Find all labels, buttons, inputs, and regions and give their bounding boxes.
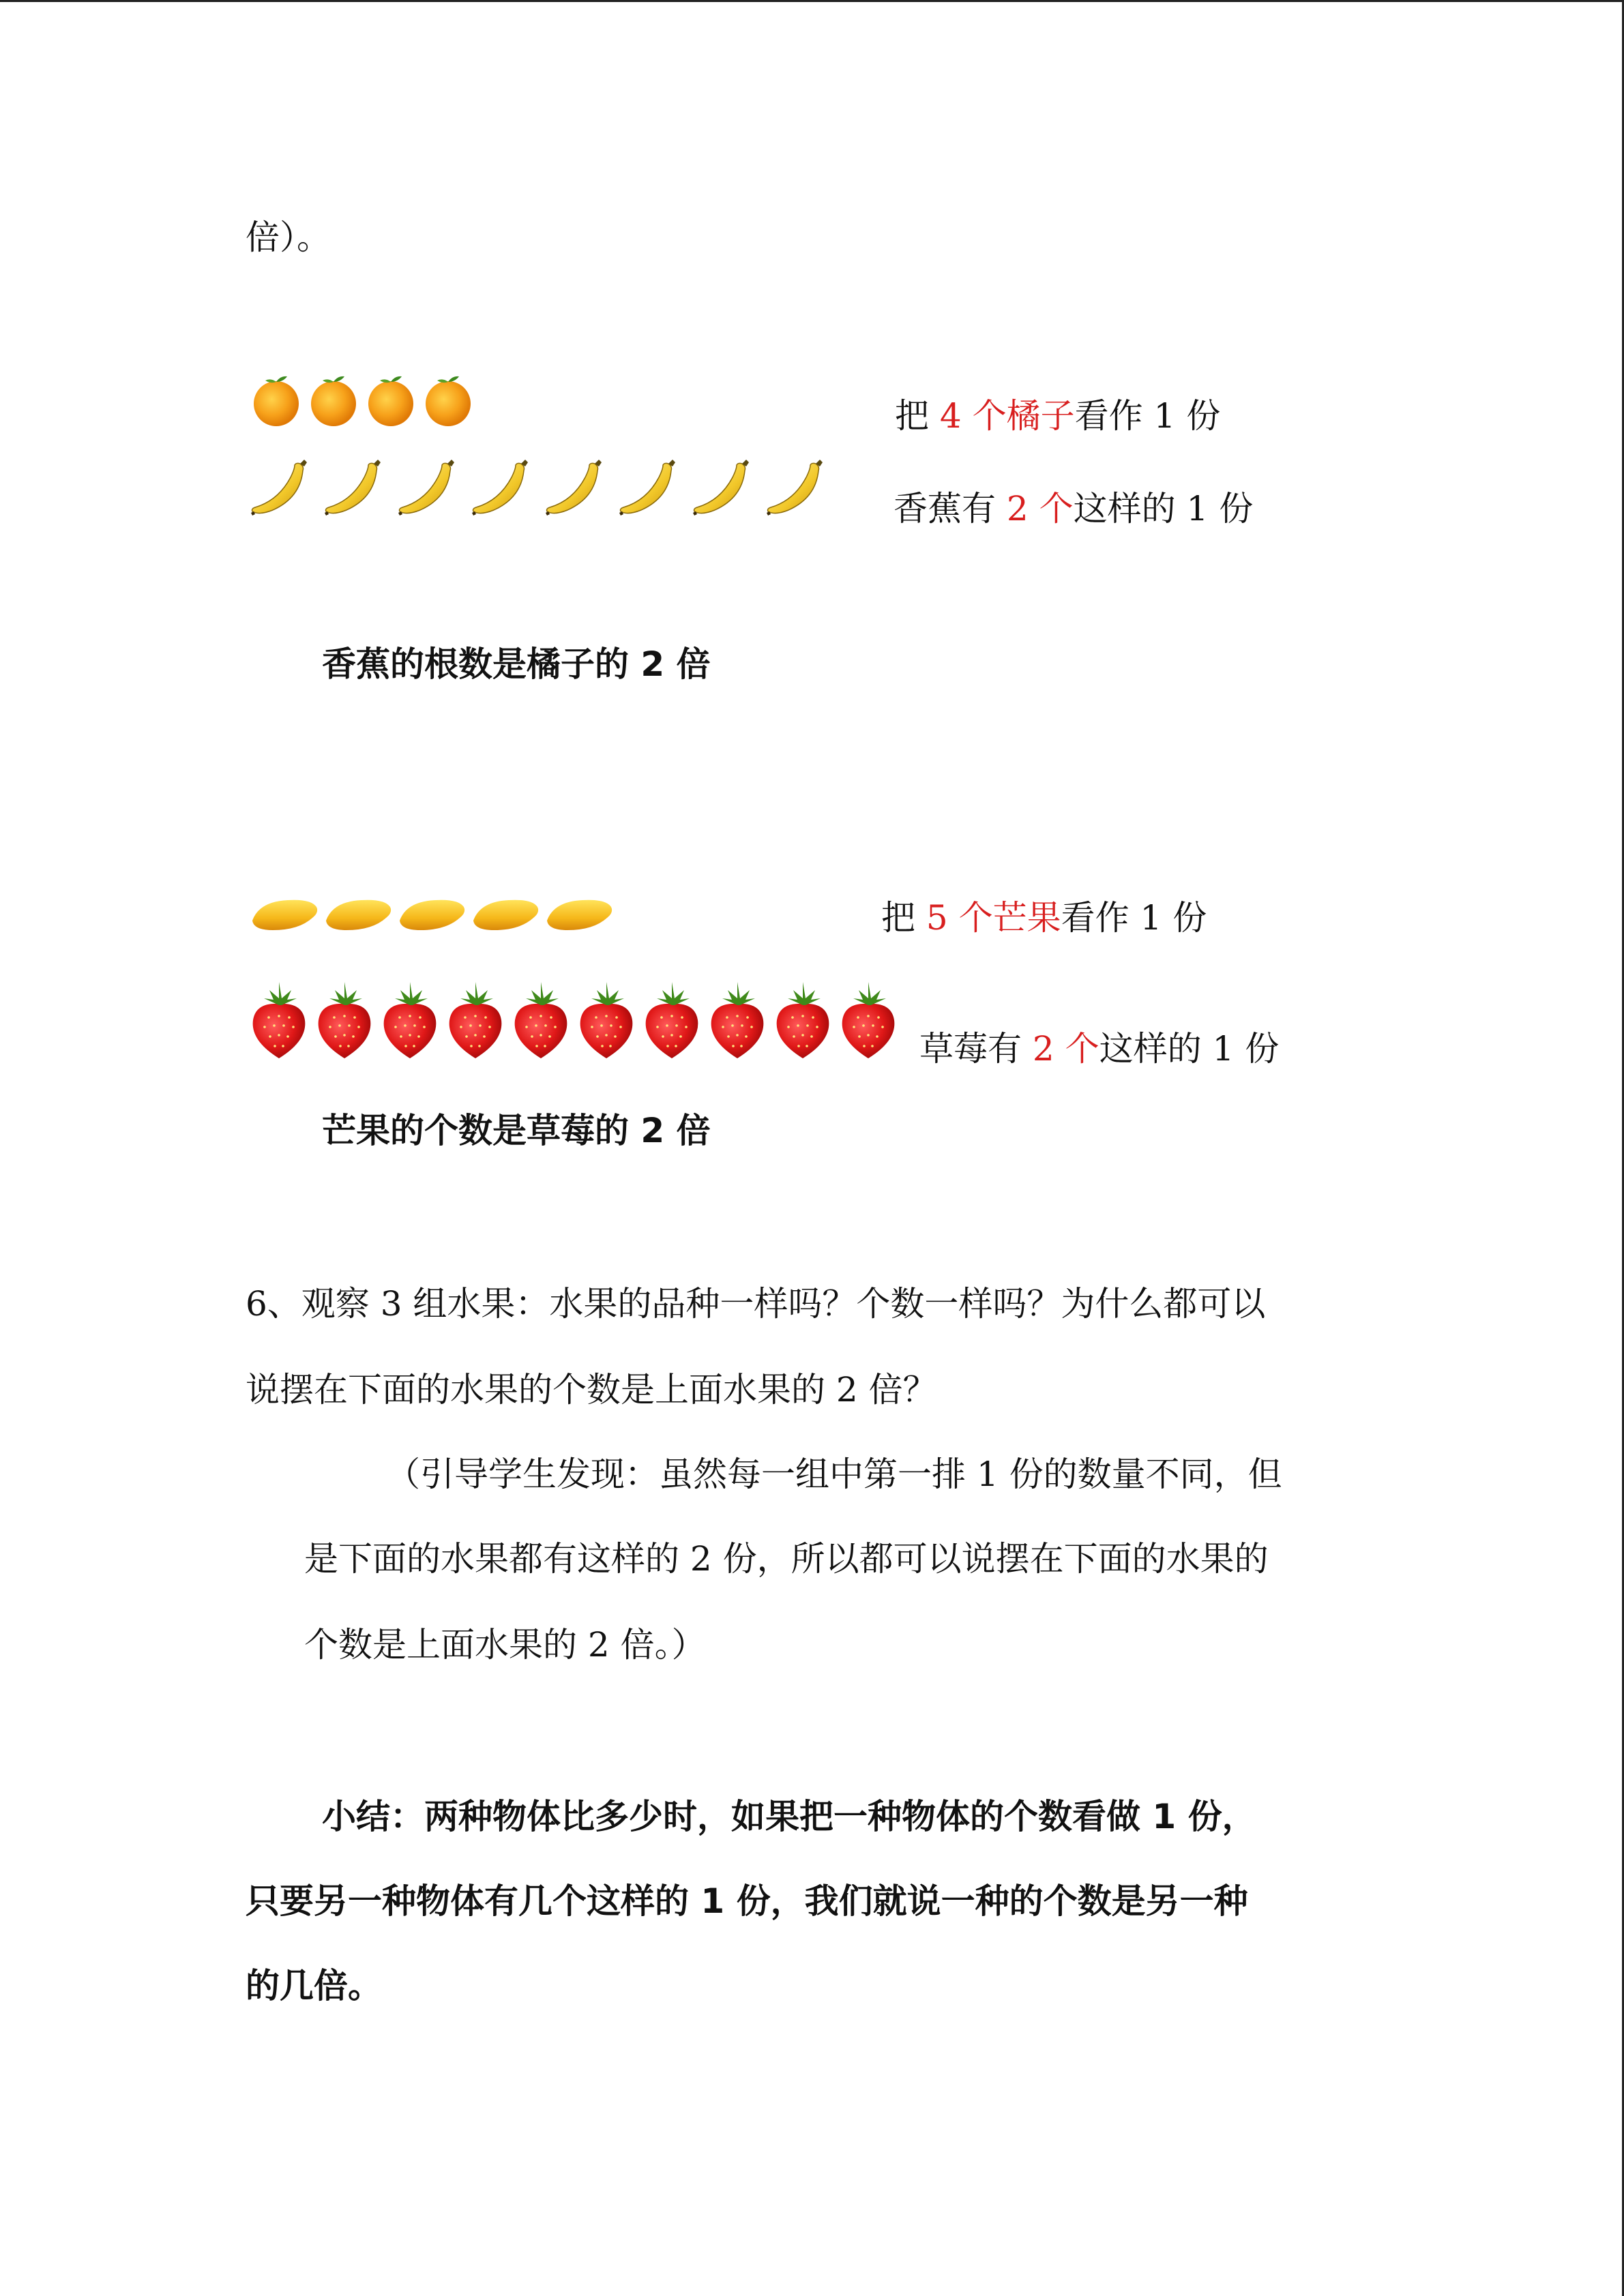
mango-icon (322, 893, 393, 934)
strawberry-icon (643, 979, 701, 1060)
mango-icon (396, 893, 467, 934)
page-border-top (0, 0, 1624, 2)
banana-icon (471, 458, 529, 520)
banana-icon (323, 458, 382, 520)
text-segment: 把 (881, 898, 926, 938)
strawberry-icon (839, 979, 898, 1060)
orange-row (251, 374, 480, 428)
highlight-text: 2 个 (1006, 489, 1074, 528)
q6-line2: 说摆在下面的水果的个数是上面水果的 2 倍？ (246, 1370, 937, 1410)
orange-icon (366, 374, 416, 428)
guide-line2: 是下面的水果都有这样的 2 份，所以都可以说摆在下面的水果的 (304, 1539, 1269, 1579)
top-fragment: 倍）。 (246, 218, 331, 257)
strawberry-icon (381, 979, 439, 1060)
summary-line3: 的几倍。 (246, 1966, 382, 2006)
orange-icon (251, 374, 301, 428)
guide-line3: 个数是上面水果的 2 倍。） (304, 1625, 706, 1665)
highlight-text: 4 个橘子 (939, 396, 1075, 436)
group2-conclusion: 芒果的个数是草莓的 2 倍 (322, 1111, 711, 1150)
mango-icon (543, 893, 614, 934)
group2-line1 (881, 897, 1207, 938)
banana-icon (250, 458, 308, 520)
banana-icon (618, 458, 677, 520)
strawberry-icon (446, 979, 505, 1060)
mango-row (248, 893, 617, 934)
guide-line1: （引导学生发现：虽然每一组中第一排 1 份的数量不同，但 (386, 1455, 1282, 1494)
text-segment: 这样的 1 份 (1099, 1029, 1280, 1069)
text-segment: 看作 1 份 (1074, 396, 1221, 436)
strawberry-icon (708, 979, 767, 1060)
group1-conclusion: 香蕉的根数是橘子的 2 倍 (322, 644, 711, 684)
text-segment: 把 (895, 396, 940, 436)
banana-icon (544, 458, 603, 520)
q6-line1: 6、观察 3 组水果：水果的品种一样吗？个数一样吗？为什么都可以 (246, 1284, 1266, 1324)
mango-icon (469, 893, 540, 934)
text-segment: 这样的 1 份 (1073, 489, 1254, 528)
text-segment: 香蕉有 (894, 489, 1007, 528)
text-segment: 草莓有 (919, 1029, 1033, 1069)
group1-line1 (895, 396, 1220, 436)
highlight-text: 2 个 (1032, 1029, 1099, 1069)
strawberry-icon (315, 979, 374, 1060)
highlight-text: 5 个芒果 (926, 898, 1061, 938)
strawberry-icon (577, 979, 636, 1060)
group2-line2 (919, 1028, 1279, 1069)
banana-icon (692, 458, 750, 520)
orange-icon (423, 374, 473, 428)
mango-icon (248, 893, 319, 934)
banana-icon (397, 458, 456, 520)
orange-icon (308, 374, 359, 428)
summary-line1: 小结：两种物体比多少时，如果把一种物体的个数看做 1 份， (322, 1797, 1256, 1836)
banana-row (250, 458, 839, 520)
text-segment: 看作 1 份 (1061, 898, 1207, 938)
banana-icon (765, 458, 824, 520)
strawberry-icon (250, 979, 308, 1060)
strawberry-row (250, 979, 904, 1060)
strawberry-icon (773, 979, 832, 1060)
summary-line2: 只要另一种物体有几个这样的 1 份，我们就说一种的个数是另一种 (246, 1881, 1248, 1921)
strawberry-icon (512, 979, 570, 1060)
group1-line2 (894, 488, 1253, 529)
